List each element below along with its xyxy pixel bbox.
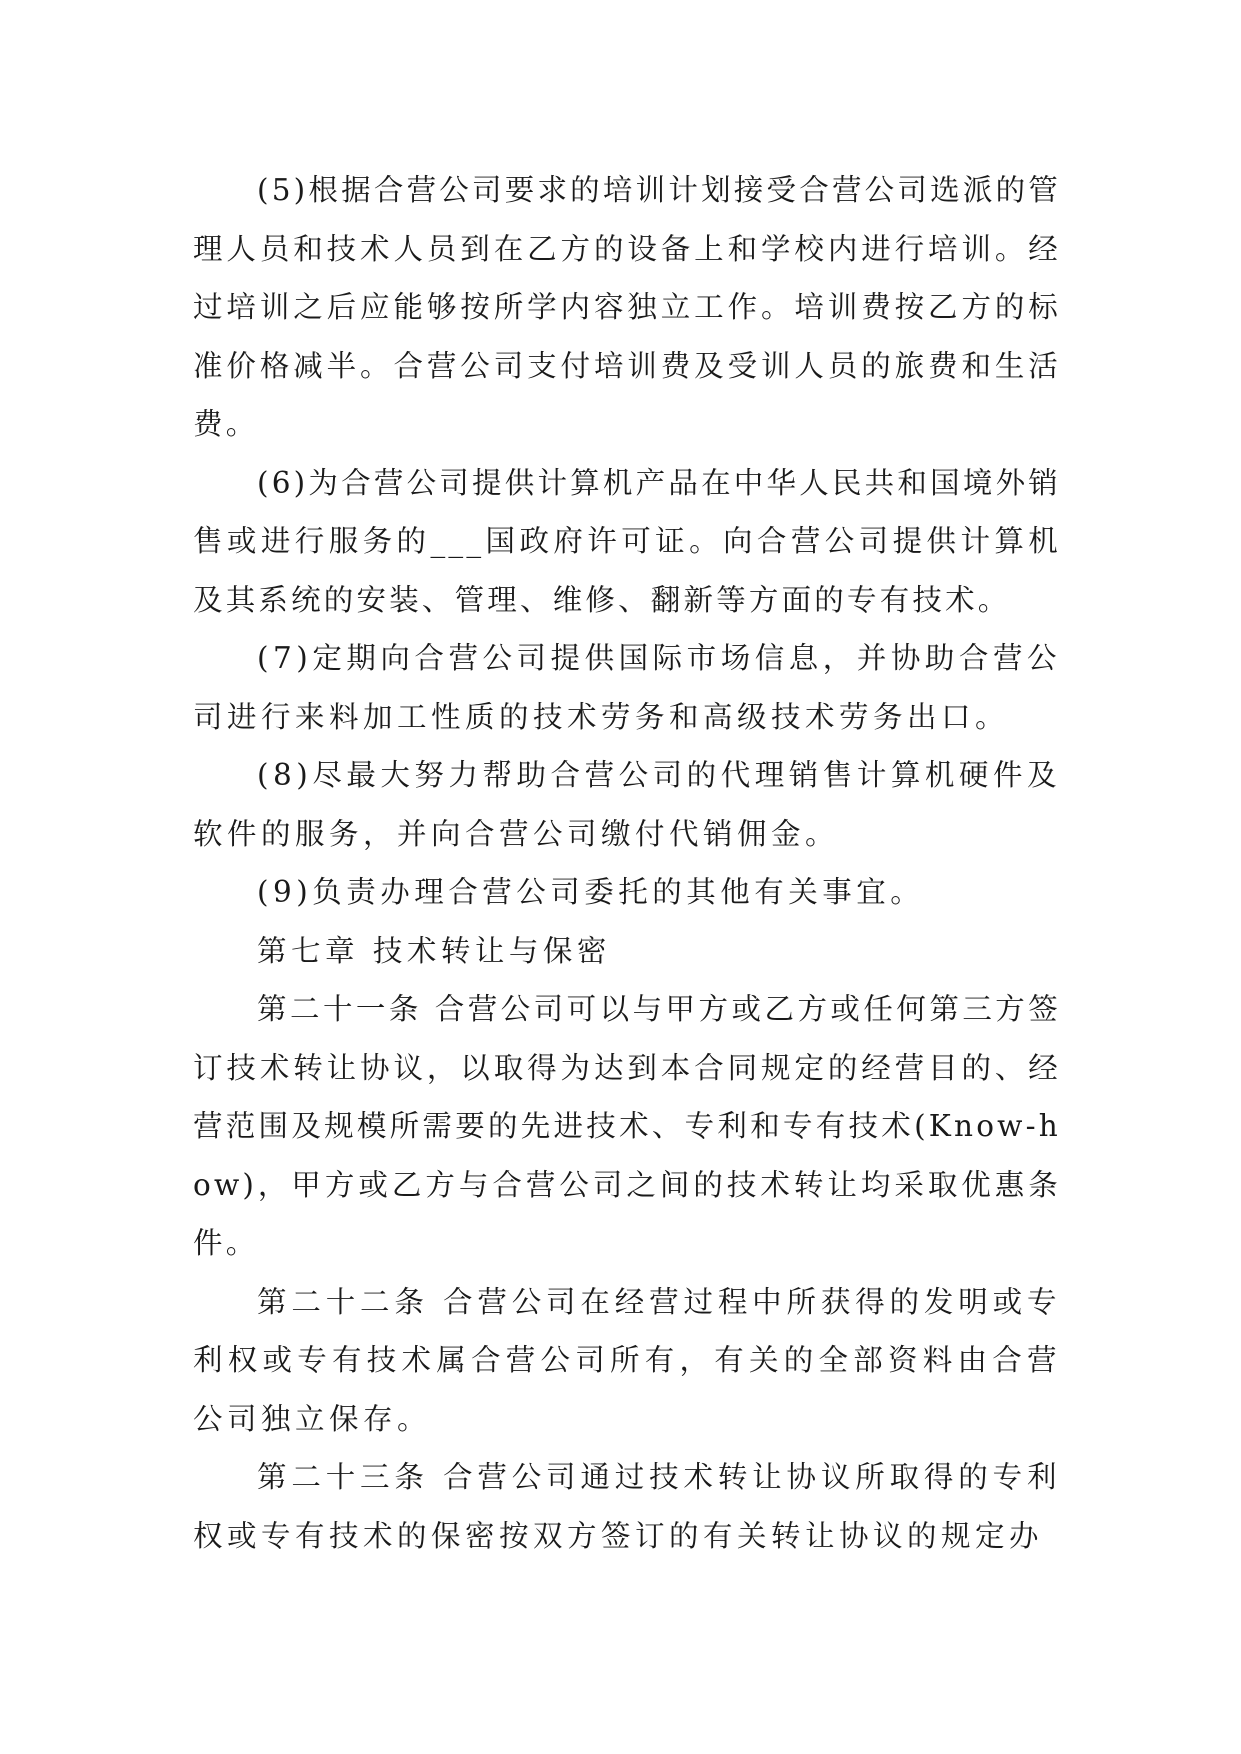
document-page [193, 161, 1061, 1565]
article-21: 第二十一条 合营公司可以与甲方或乙方或任何第三方签订技术转让协议，以取得为达到本合同规定的经营目的、经营范围及规模所需要的先进技术、专利和专有技术(Know-how)，甲方或乙方与合营公司之间的技术转让均采取优惠条件。 [193, 992, 1061, 1260]
paragraph-sales-agency: (8)尽最大努力帮助合营公司的代理销售计算机硬件及软件的服务，并向合营公司缴付代销佣金。 [193, 758, 1061, 851]
paragraph-other-matters: (9)负责办理合营公司委托的其他有关事宜。 [257, 875, 925, 909]
paragraph-license: (6)为合营公司提供计算机产品在中华人民共和国境外销售或进行服务的___国政府许可证。向合营公司提供计算机及其系统的安装、管理、维修、翻新等方面的专有技术。 [193, 465, 1061, 617]
paragraph-training: (5)根据合营公司要求的培训计划接受合营公司选派的管理人员和技术人员到在乙方的设备上和学校内进行培训。经过培训之后应能够按所学内容独立工作。培训费按乙方的标准价格减半。合营公司支付培训费及受训人员的旅费和生活费。 [193, 173, 1061, 441]
chapter-heading: 第七章 技术转让与保密 [257, 933, 611, 968]
article-23: 第二十三条 合营公司通过技术转让协议所取得的专利权或专有技术的保密按双方签订的有关转让协议的规定办 [193, 1460, 1061, 1553]
paragraph-market-info: (7)定期向合营公司提供国际市场信息，并协助合营公司进行来料加工性质的技术劳务和高级技术劳务出口。 [193, 641, 1061, 734]
article-22: 第二十二条 合营公司在经营过程中所获得的发明或专利权或专有技术属合营公司所有，有关的全部资料由合营公司独立保存。 [193, 1284, 1061, 1436]
